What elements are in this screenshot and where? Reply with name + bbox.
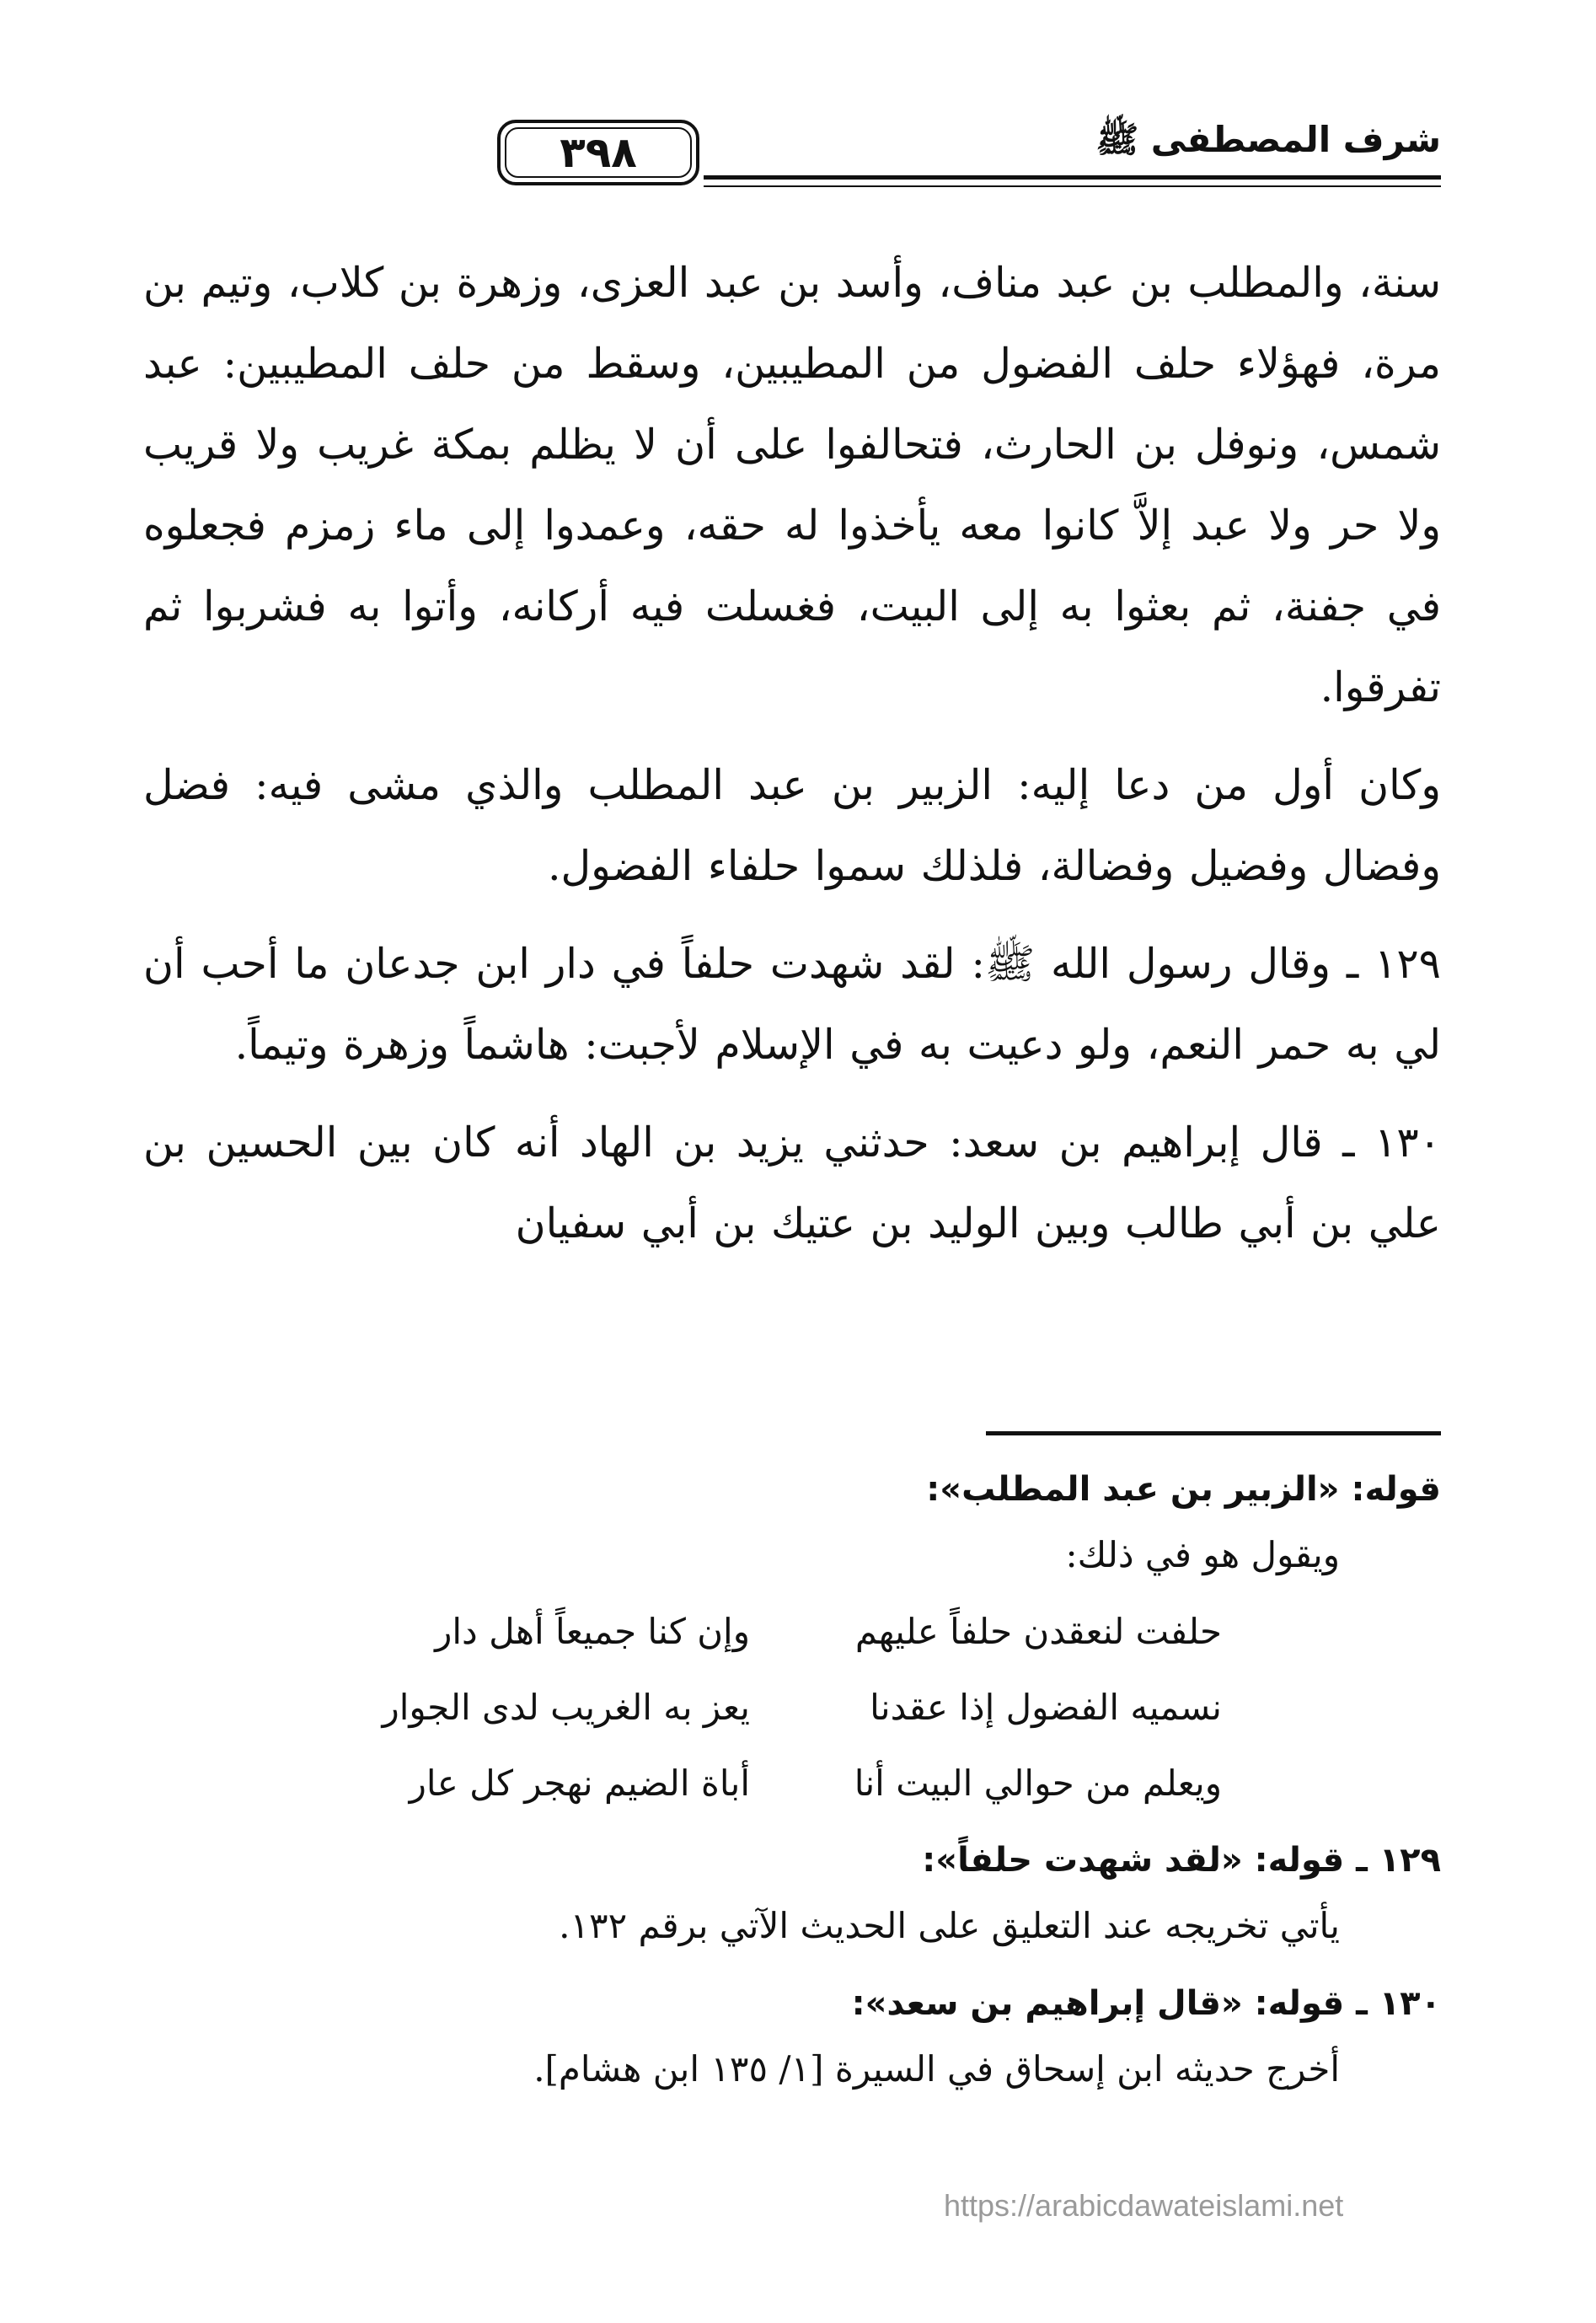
verse-second-half: أباة الضيم نهجر كل عار [409, 1762, 750, 1804]
poem-verse [143, 1669, 1441, 1745]
main-text [143, 243, 1441, 1281]
paragraph: ١٣٠ ـ قال إبراهيم بن سعد: حدثني يزيد بن الهاد أنه كان بين الحسين بن علي بن أبي طالب وبين الوليد بن عتيك بن أبي سفيان [143, 1119, 1441, 1247]
header-rule [704, 175, 1441, 180]
page-header [143, 108, 1441, 201]
verse-first-half: حلفت لنعقدن حلفاً عليهم [854, 1610, 1222, 1652]
paragraph: وكان أول من دعا إليه: الزبير بن عبد المطلب والذي مشى فيه: فضل وفضال وفضيل وفضالة، فلذلك سموا حلفاء الفضول. [143, 761, 1441, 890]
footnote-label: ١٣٠ ـ قوله: «قال إبراهيم بن سعد»: [851, 1984, 1441, 2023]
verse-second-half: وإن كنا جميعاً أهل دار [435, 1610, 750, 1652]
paragraph: ١٢٩ ـ وقال رسول الله ﷺ: لقد شهدت حلفاً في دار ابن جدعان ما أحب أن لي به حمر النعم، ولو دعيت به في الإسلام لأجبت: هاشماً وزهرة وتيماً. [143, 940, 1441, 1069]
watermark-url: https://arabicdawateislami.net [944, 2188, 1344, 2223]
footnote-text: يأتي تخريجه عند التعليق على الحديث الآتي برقم ١٣٢. [559, 1905, 1340, 1946]
verse-first-half: نسميه الفضول إذا عقدنا [870, 1686, 1222, 1728]
paragraph: سنة، والمطلب بن عبد مناف، وأسد بن عبد العزى، وزهرة بن كلاب، وتيم بن مرة، فهؤلاء حلف الفضول من المطيبين، وسقط من حلف المطيبين: عبد شمس، ونوفل بن الحارث، فتحالفوا على أن لا يظلم بمكة غريب ولا قريب ولا حر ولا عبد إلاَّ كانوا معه يأخذوا له حقه، وعمدوا إلى ماء زمزم فجعلوه في جفنة، ثم بعثوا به إلى البيت، فغسلت فيه أركانه، وأتوا به فشربوا ثم تفرقوا. [143, 259, 1441, 711]
poem [143, 1593, 1441, 1821]
page-number: ٣٩٨ [560, 128, 637, 177]
book-title: شرف المصطفى ﷺ [1095, 119, 1441, 160]
footnote-label: ١٢٩ ـ قوله: «لقد شهدت حلفاً»: [922, 1841, 1441, 1880]
verse-first-half: ويعلم من حوالي البيت أنا [854, 1762, 1222, 1804]
verse-second-half: يعز به الغريب لدى الجوار [382, 1686, 750, 1728]
footnote-text: ويقول هو في ذلك: [1065, 1534, 1340, 1575]
footnote-separator [986, 1431, 1441, 1435]
footnote-label: قوله: «الزبير بن عبد المطلب»: [926, 1470, 1441, 1509]
poem-verse [143, 1745, 1441, 1821]
poem-verse [143, 1593, 1441, 1669]
footnote-text: أخرج حديثه ابن إسحاق في السيرة [١/ ١٣٥ ابن هشام]. [533, 2048, 1340, 2090]
header-rule-thin [704, 185, 1441, 187]
page-number-frame [497, 120, 699, 185]
footnotes [143, 1457, 1441, 2102]
